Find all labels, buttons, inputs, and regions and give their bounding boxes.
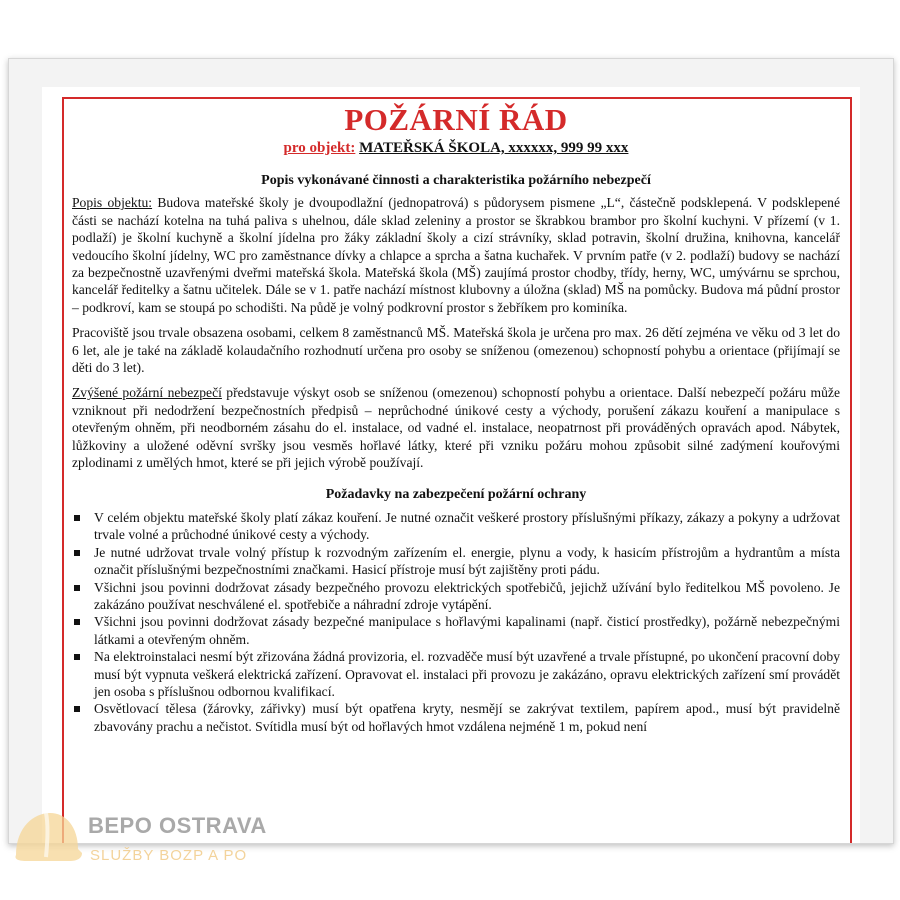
paragraph-object-description	[72, 194, 840, 316]
bullet-icon	[74, 654, 80, 660]
section-heading-requirements: Požadavky na zabezpečení požární ochrany	[325, 486, 587, 502]
document-sheet	[8, 58, 894, 844]
subtitle-object: MATEŘSKÁ ŠKOLA, xxxxxx, 999 99 xxx	[359, 140, 629, 156]
watermark-tagline: SLUŽBY BOZP A PO	[90, 847, 248, 864]
subtitle-prefix: pro objekt:	[283, 140, 356, 156]
watermark	[0, 795, 300, 900]
bullet-icon	[74, 550, 80, 556]
document-page	[42, 87, 860, 843]
document-content	[72, 102, 840, 735]
paragraph-text: Budova mateřské školy je dvoupodlažní (jednopatrová) s půdorysem pismene „L“, částečně podsklepená. V podsklepené části se nachází kotelna na tuhá paliva s uhelnou, dále sklad zeleniny a prostor se škrabkou brambor pro školní kuchyni. V přízemí (v 1. podlaží) je školní kuchyně a školní jídelna pro žáky základní školy a cizí strávníky, sklad potravin, školní družina, knihovna, kancelář vedoucího školní jídelny, WC pro zaměstnance dívky a chlapce a sprcha a šatna kuchařek. V prvním patře (v 2. podlaží) budovy se nachází za bezpečnostně uzavřenými dveřmi mateřská škola. Mateřská škola (MŠ) zaujímá prostor chodby, třídy, herny, WC, umývárnu se sprchou, kancelář ředitelky a šatnu učitelek. Dále se v 1. patře nachází místnost klubovny a úložna (sklad) MŠ na pomůcky. Budova má půdní prostor – podkroví, kam se stoupá po schodišti. Na půdě je volný podkrovní prostor s žebříkem pro kominíka.	[72, 195, 841, 315]
paragraph-lead: Zvýšené požární nebezpečí	[72, 385, 222, 401]
hard-hat-icon	[6, 797, 86, 877]
paragraph-fire-hazard	[72, 384, 840, 471]
watermark-name: BEPO OSTRAVA	[88, 813, 267, 838]
bullet-icon	[74, 585, 80, 591]
bullet-icon	[74, 619, 80, 625]
paragraph-text: představuje výskyt osob se sníženou (omezenou) schopností pohybu a orientace. Další nebezpečí požáru může vzniknout při nedodržení bezpečnostních předpisů – neprůchodné únikové cesty a východy, porušení zákazu kouření a manipulace s otevřeným ohněm, při neodborném zásahu do el. instalace, od vadné el. instalace, neopatrnost při prováděných opravách apod. Nábytek, lůžkoviny a uložené oděvní svršky jsou vesměs hořlavé látky, které při vzniku požáru mohou způsobit silné zadýmení kouřovými zplodinami z umělých hmot, které se při jejich výrobě používají.	[72, 385, 840, 471]
document-subtitle	[72, 138, 840, 158]
list-item: Je nutné udržovat trvale volný přístup k rozvodným zařízením el. energie, plynu a vody, k hasicím přístrojům a hydrantům a místa označit příslušnými bezpečnostními značkami. Hasicí přístroje musí být zajištěny proti pádu.	[94, 544, 840, 579]
bullet-icon	[74, 706, 80, 712]
bullet-icon	[74, 515, 80, 521]
section-heading-description: Popis vykonávané činnosti a charakteristika požárního nebezpečí	[261, 173, 651, 188]
list-item: Na elektroinstalaci nesmí být zřizována žádná provizoria, el. rozvaděče musí být uzavřené a trvale přístupné, po ukončení pracovní doby musí být vypnuta veškerá elektrická zařízení. Opravovat el. instalaci při provozu je zakázáno, opravu elektrických zařízení smí provádět jen osoba s příslušnou odbornou kvalifikací.	[94, 648, 840, 700]
document-title: POŽÁRNÍ ŘÁD	[344, 102, 568, 137]
list-item: V celém objektu mateřské školy platí zákaz kouření. Je nutné označit veškeré prostory příslušnými příkazy, zákazy a pokyny a udržovat trvale volné a průchodné únikové cesty a východy.	[94, 509, 840, 544]
paragraph-occupancy: Pracoviště jsou trvale obsazena osobami, celkem 8 zaměstnanců MŠ. Mateřská škola je určena pro max. 26 dětí zejména ve věku od 3 let do 6 let, ale je také na základě kolaudačního rozhodnutí určena pro osoby se sníženou (omezenou) schopností pohybu a orientace (přijímají se děti do 3 let).	[72, 325, 840, 376]
requirements-list	[72, 509, 840, 735]
list-item: Osvětlovací tělesa (žárovky, zářivky) musí být opatřena kryty, nesmějí se zakrývat textilem, papírem apod., musí být pravidelně zbavovány prachu a nečistot. Svítidla musí být od hořlavých hmot vzdálena nejméně 1 m, pokud není	[94, 700, 840, 735]
paragraph-lead: Popis objektu:	[72, 195, 153, 211]
list-item: Všichni jsou povinni dodržovat zásady bezpečného provozu elektrických spotřebičů, jejichž užívání bylo ředitelkou MŠ povoleno. Je zakázáno používat neschválené el. spotřebiče a náhradní zdroje vytápění.	[94, 579, 840, 614]
list-item: Všichni jsou povinni dodržovat zásady bezpečné manipulace s hořlavými kapalinami (např. čisticí prostředky), požárně nebezpečnými látkami a otevřeným ohněm.	[94, 613, 840, 648]
